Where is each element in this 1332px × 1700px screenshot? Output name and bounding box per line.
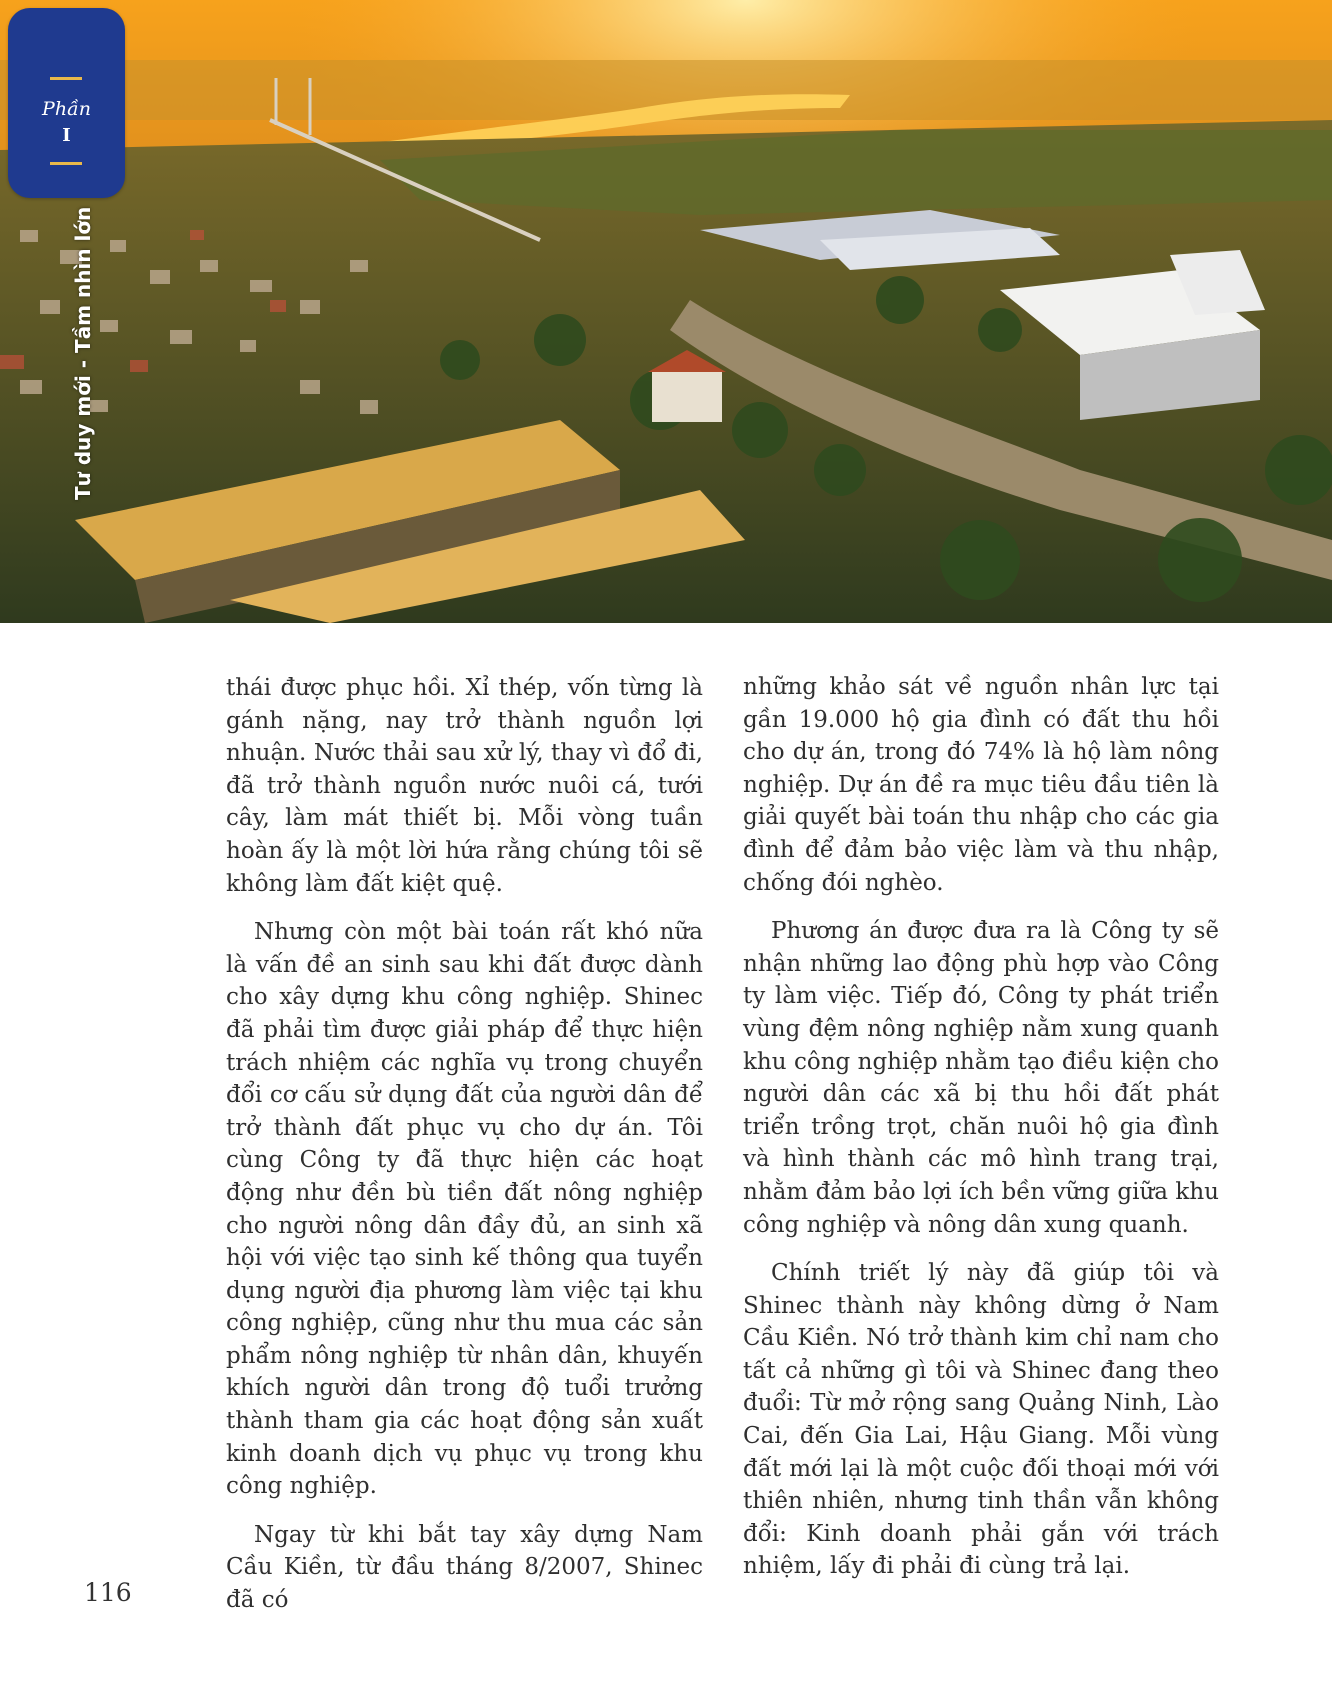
section-numeral: I	[62, 125, 71, 146]
paragraph: Nhưng còn một bài toán rất khó nữa là vấn đề an sinh sau khi đất được dành cho xây dựng khu công nghiệp. Shinec đã phải tìm được giải pháp để thực hiện trách nhiệm các nghĩa vụ trong chuyển đổi cơ cấu sử dụng đất của người dân để trở thành đất phục vụ cho dự án. Tôi cùng Công ty đã thực hiện các hoạt động như đền bù tiền đất nông nghiệp cho người nông dân đầy đủ, an sinh xã hội với việc tạo sinh kế thông qua tuyển dụng người địa phương làm việc tại khu công nghiệp, cũng như thu mua các sản phẩm nông nghiệp từ nhân dân, khuyến khích người dân trong độ tuổi trưởng thành tham gia các hoạt động sản xuất kinh doanh dịch vụ phục vụ trong khu công nghiệp.	[226, 919, 703, 1500]
running-title: Tư duy mới - Tầm nhìn lớn	[71, 206, 95, 500]
section-word: Phần	[42, 98, 91, 120]
left-column	[226, 672, 703, 1633]
right-column	[743, 671, 1219, 1599]
hero-photo	[0, 0, 1332, 623]
paragraph: Ngay từ khi bắt tay xây dựng Nam Cầu Kiền, từ đầu tháng 8/2007, Shinec đã có	[226, 1521, 703, 1614]
tab-rule-bottom	[50, 162, 82, 165]
paragraph: Phương án được đưa ra là Công ty sẽ nhận những lao động phù hợp vào Công ty làm việc. Tiếp đó, Công ty phát triển vùng đệm nông nghiệp nằm xung quanh khu công nghiệp nhằm tạo điều kiện cho người dân các xã bị thu hồi đất phát triển trồng trọt, chăn nuôi hộ gia đình và hình thành các mô hình trang trại, nhằm đảm bảo lợi ích bền vững giữa khu công nghiệp và nông dân xung quanh.	[743, 918, 1219, 1238]
section-tab	[8, 8, 125, 198]
tab-rule-top	[50, 77, 82, 80]
paragraph: Chính triết lý này đã giúp tôi và Shinec thành này không dừng ở Nam Cầu Kiền. Nó trở thành kim chỉ nam cho tất cả những gì tôi và Shinec đang theo đuổi: Từ mở rộng sang Quảng Ninh, Lào Cai, đến Gia Lai, Hậu Giang. Mỗi vùng đất mới lại là một cuộc đối thoại mới với thiên nhiên, nhưng tinh thần vẫn không đổi: Kinh doanh phải gắn với trách nhiệm, lấy đi phải đi cùng trả lại.	[743, 1260, 1219, 1580]
aerial-industrial-park-photo	[0, 0, 1332, 623]
paragraph: những khảo sát về nguồn nhân lực tại gần 19.000 hộ gia đình có đất thu hồi cho dự án, trong đó 74% là hộ làm nông nghiệp. Dự án đề ra mục tiêu đầu tiên là giải quyết bài toán thu nhập cho các gia đình để đảm bảo việc làm và thu nhập, chống đói nghèo.	[743, 674, 1219, 896]
paragraph: thái được phục hồi. Xỉ thép, vốn từng là gánh nặng, nay trở thành nguồn lợi nhuận. Nước thải sau xử lý, thay vì đổ đi, đã trở thành nguồn nước nuôi cá, tưới cây, làm mát thiết bị. Mỗi vòng tuần hoàn ấy là một lời hứa rằng chúng tôi sẽ không làm đất kiệt quệ.	[226, 675, 703, 897]
page-number: 116	[84, 1578, 132, 1607]
